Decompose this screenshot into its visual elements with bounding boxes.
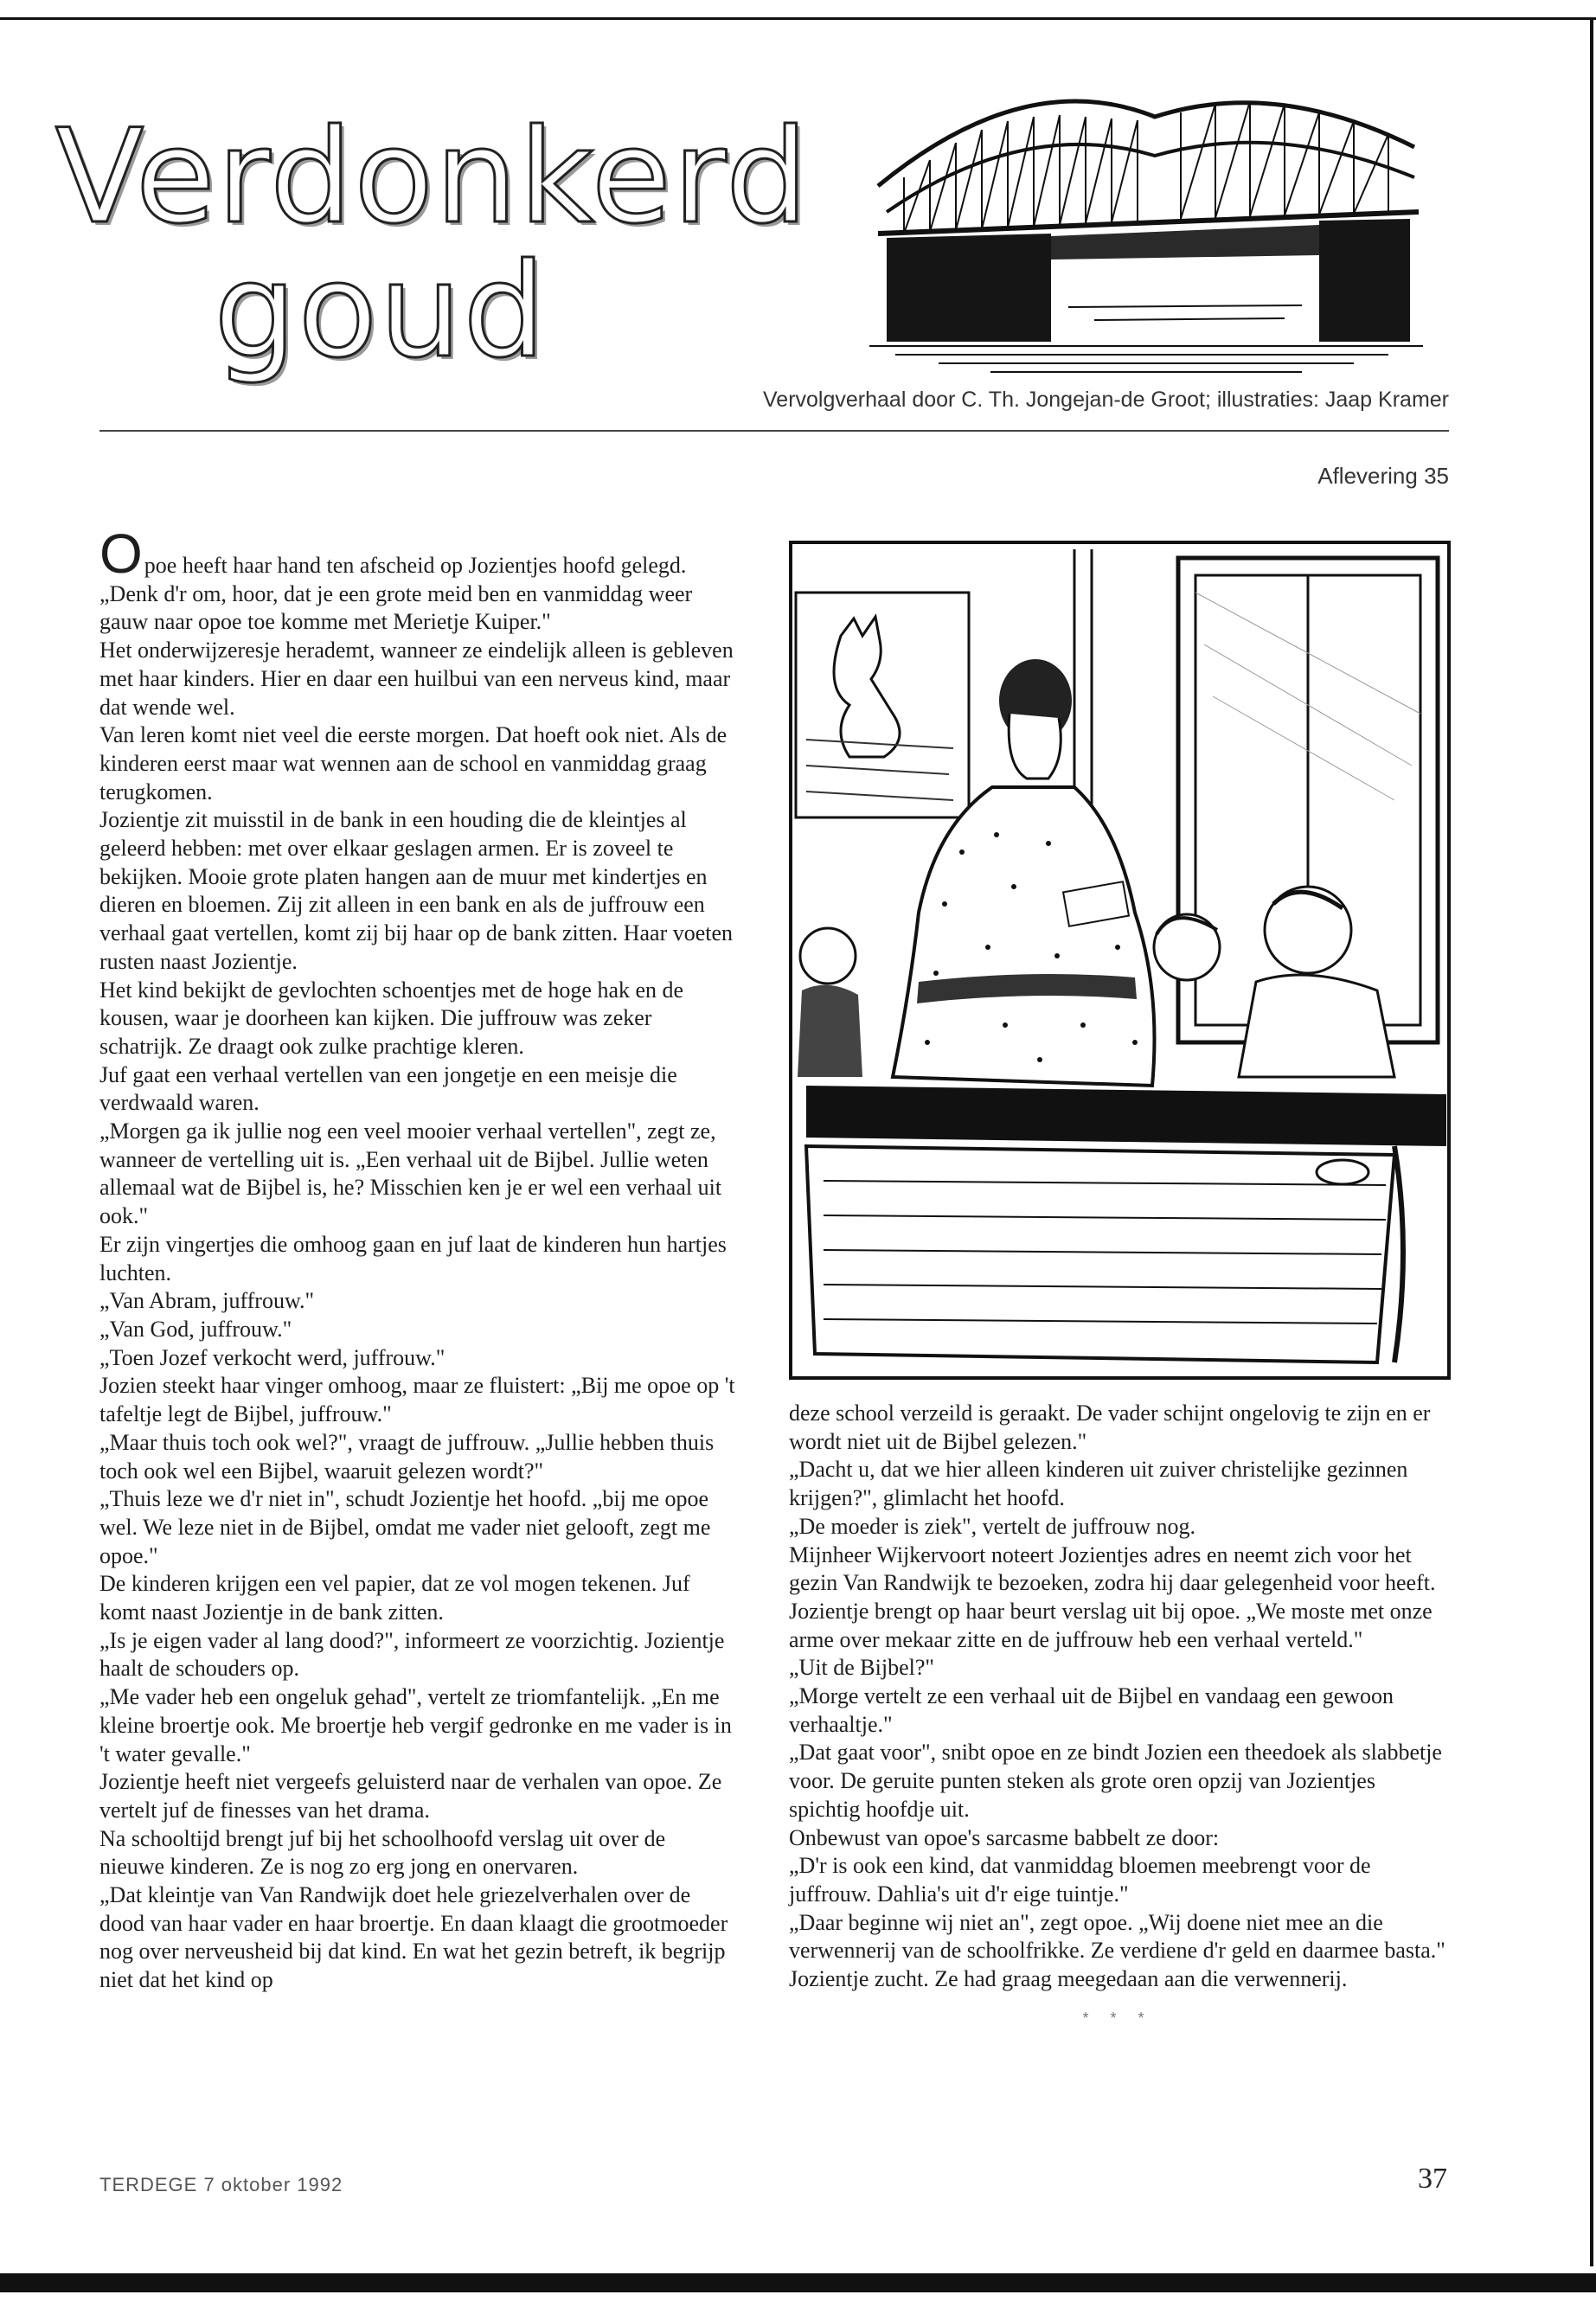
story-paragraph: De kinderen krijgen een vel papier, dat ze vol mogen tekenen. Juf komt naast Jozientje in de bank zitten. xyxy=(99,1571,690,1625)
story-paragraph: Na schooltijd brengt juf bij het schoolhoofd verslag uit over de nieuwe kinderen. Ze is nog zo erg jong en onervaren. xyxy=(99,1825,666,1880)
story-paragraph: „Morge vertelt ze een verhaal uit de Bijbel en vandaag een gewoon verhaaltje." xyxy=(789,1683,1394,1737)
story-paragraph: „Dat kleintje van Van Randwijk doet hele griezelverhalen over de dood van haar vader en haar broertje. En daan klaagt die grootmoeder nog over nerveusheid bij dat kind. En wat het gezin betreft, ik begrijp niet dat het kind op xyxy=(99,1882,728,1993)
story-paragraph: „Van God, juffrouw." xyxy=(99,1316,292,1342)
story-paragraph: Er zijn vingertjes die omhoog gaan en juf laat de kinderen hun hartjes luchten. xyxy=(99,1231,727,1285)
episode-label: Aflevering 35 xyxy=(1317,463,1449,489)
story-text: poe heeft haar hand ten afscheid op Jozientjes hoofd gelegd. „Denk d'r om, hoor, dat je een grote meid ben en vanmiddag weer gauw naar opoe toe komme met Merietje Kuiper." xyxy=(99,553,693,635)
story-paragraph: „Thuis leze we d'r niet in", schudt Jozientje het hoofd. „bij me opoe wel. We leze niet in de Bijbel, omdat me vader niet gelooft, zegt me opoe." xyxy=(99,1486,711,1568)
story-paragraph: „Toen Jozef verkocht werd, juffrouw." xyxy=(99,1344,445,1370)
title-line-2: goud xyxy=(214,236,548,387)
title-line-1: Verdonkerd xyxy=(54,102,811,253)
drop-cap: O xyxy=(99,522,143,585)
story-paragraph: „Dacht u, dat we hier alleen kinderen uit zuiver christelijke gezinnen krijgen?", glimlacht het hoofd. xyxy=(789,1457,1408,1511)
story-paragraph: Jozientje zit muisstil in de bank in een houding die de kleintjes al geleerd hebben: met over elkaar geslagen armen. Er is zoveel te bekijken. Mooie grote platen hangen aan de muur met kindertjes en dieren en bloemen. Zij zit alleen in een bank en als de juffrouw een verhaal gaat vertellen, komt zij bij haar op de bank zitten. Haar voeten rusten naast Jozientje. xyxy=(99,807,734,974)
story-paragraph: deze school verzeild is geraakt. De vader schijnt ongelovig te zijn en er wordt niet uit de Bijbel gelezen." xyxy=(789,1400,1431,1454)
story-paragraph: Onbewust van opoe's sarcasme babbelt ze door: xyxy=(789,1824,1220,1850)
story-paragraph: Het kind bekijkt de gevlochten schoentjes met de hoge hak en de kousen, waar je doorheen kan kijken. Die juffrouw was zeker schatrijk. Ze draagt ook zulke prachtige kleren. xyxy=(99,977,684,1059)
story-paragraph: „Morgen ga ik jullie nog een veel mooier verhaal vertellen", zegt ze, wanneer de vertelling uit is. „Een verhaal uit de Bijbel. Jullie weten allemaal wat de Bijbel is, he? Misschien ken je er wel een verhaal uit ook." xyxy=(99,1118,722,1229)
story-paragraph: „Van Abram, juffrouw." xyxy=(99,1288,315,1314)
story-paragraph: „De moeder is ziek", vertelt de juffrouw nog. xyxy=(789,1513,1196,1539)
right-border xyxy=(1590,17,1593,2266)
story-paragraph: Jozientje brengt op haar beurt verslag uit bij opoe. „We moste met onze arme over mekaar zitte en de juffrouw heb een verhaal verteld." xyxy=(789,1598,1433,1652)
story-paragraph xyxy=(99,522,735,637)
story-paragraph: Jozientje zucht. Ze had graag meegedaan aan die verwennerij. xyxy=(789,1966,1348,1992)
end-mark: * * * xyxy=(1082,2009,1153,2027)
story-paragraph: Juf gaat een verhaal vertellen van een jongetje en een meisje die verdwaald waren. xyxy=(99,1061,677,1116)
story-paragraph: „Uit de Bijbel?" xyxy=(789,1655,935,1681)
story-paragraph: Van leren komt niet veel die eerste morgen. Dat hoeft ook niet. Als de kinderen eerst maar wat wennen aan de school en vanmiddag graag terugkomen. xyxy=(99,722,727,804)
credit-line: Vervolgverhaal door C. Th. Jongejan-de Groot; illustraties: Jaap Kramer xyxy=(763,388,1449,412)
story-paragraph: Jozien steekt haar vinger omhoog, maar ze fluistert: „Bij me opoe op 't tafeltje legt de Bijbel, juffrouw." xyxy=(99,1373,735,1427)
classroom-illustration xyxy=(789,541,1451,1380)
story-paragraph: Het onderwijzeresje herademt, wanneer ze eindelijk alleen is gebleven met haar kinders. Hier en daar een huilbui van een nerveus kind, maar dat wende wel. xyxy=(99,638,734,720)
bottom-border xyxy=(0,2273,1596,2292)
story-paragraph: „D'r is ook een kind, dat vanmiddag bloemen meebrengt voor de juffrouw. Dahlia's uit d'r eige tuintje." xyxy=(789,1853,1371,1907)
story-paragraph: Jozientje heeft niet vergeefs geluisterd naar de verhalen van opoe. Ze vertelt juf de finesses van het drama. xyxy=(99,1769,722,1823)
page-number: 37 xyxy=(1418,2163,1447,2195)
story-paragraph: „Is je eigen vader al lang dood?", informeert ze voorzichtig. Jozientje haalt de schouders op. xyxy=(99,1627,725,1682)
story-paragraph: Mijnheer Wijkervoort noteert Jozientjes adres en neemt zich voor het gezin Van Randwijk te bezoeken, zodra hij daar gelegenheid voor heeft. xyxy=(789,1541,1436,1596)
story-paragraph: „Me vader heb een ongeluk gehad", vertelt ze triomfantelijk. „En me kleine broertje ook. Me broertje heb vergif gedronke en me vader is in 't water gevalle." xyxy=(99,1684,732,1766)
story-column-right xyxy=(789,1400,1446,2032)
story-column-left xyxy=(99,522,735,1995)
header-rule xyxy=(99,430,1449,432)
publication-footer: TERDEGE 7 oktober 1992 xyxy=(99,2174,343,2195)
story-paragraph: „Dat gaat voor", snibt opoe en ze bindt Jozien een theedoek als slabbetje voor. De geruite punten steken als grote oren opzij van Jozientjes spichtig hoofdje uit. xyxy=(789,1740,1442,1822)
story-paragraph: „Maar thuis toch ook wel?", vraagt de juffrouw. „Jullie hebben thuis toch ook wel een Bijbel, waaruit gelezen wordt?" xyxy=(99,1429,715,1484)
top-border xyxy=(0,17,1596,20)
story-paragraph: „Daar beginne wij niet an", zegt opoe. „Wij doene niet mee an die verwennerij van de schoolfrikke. Ze verdiene d'r geld en daarmee basta." xyxy=(789,1909,1445,1964)
bridge-illustration xyxy=(869,82,1423,381)
